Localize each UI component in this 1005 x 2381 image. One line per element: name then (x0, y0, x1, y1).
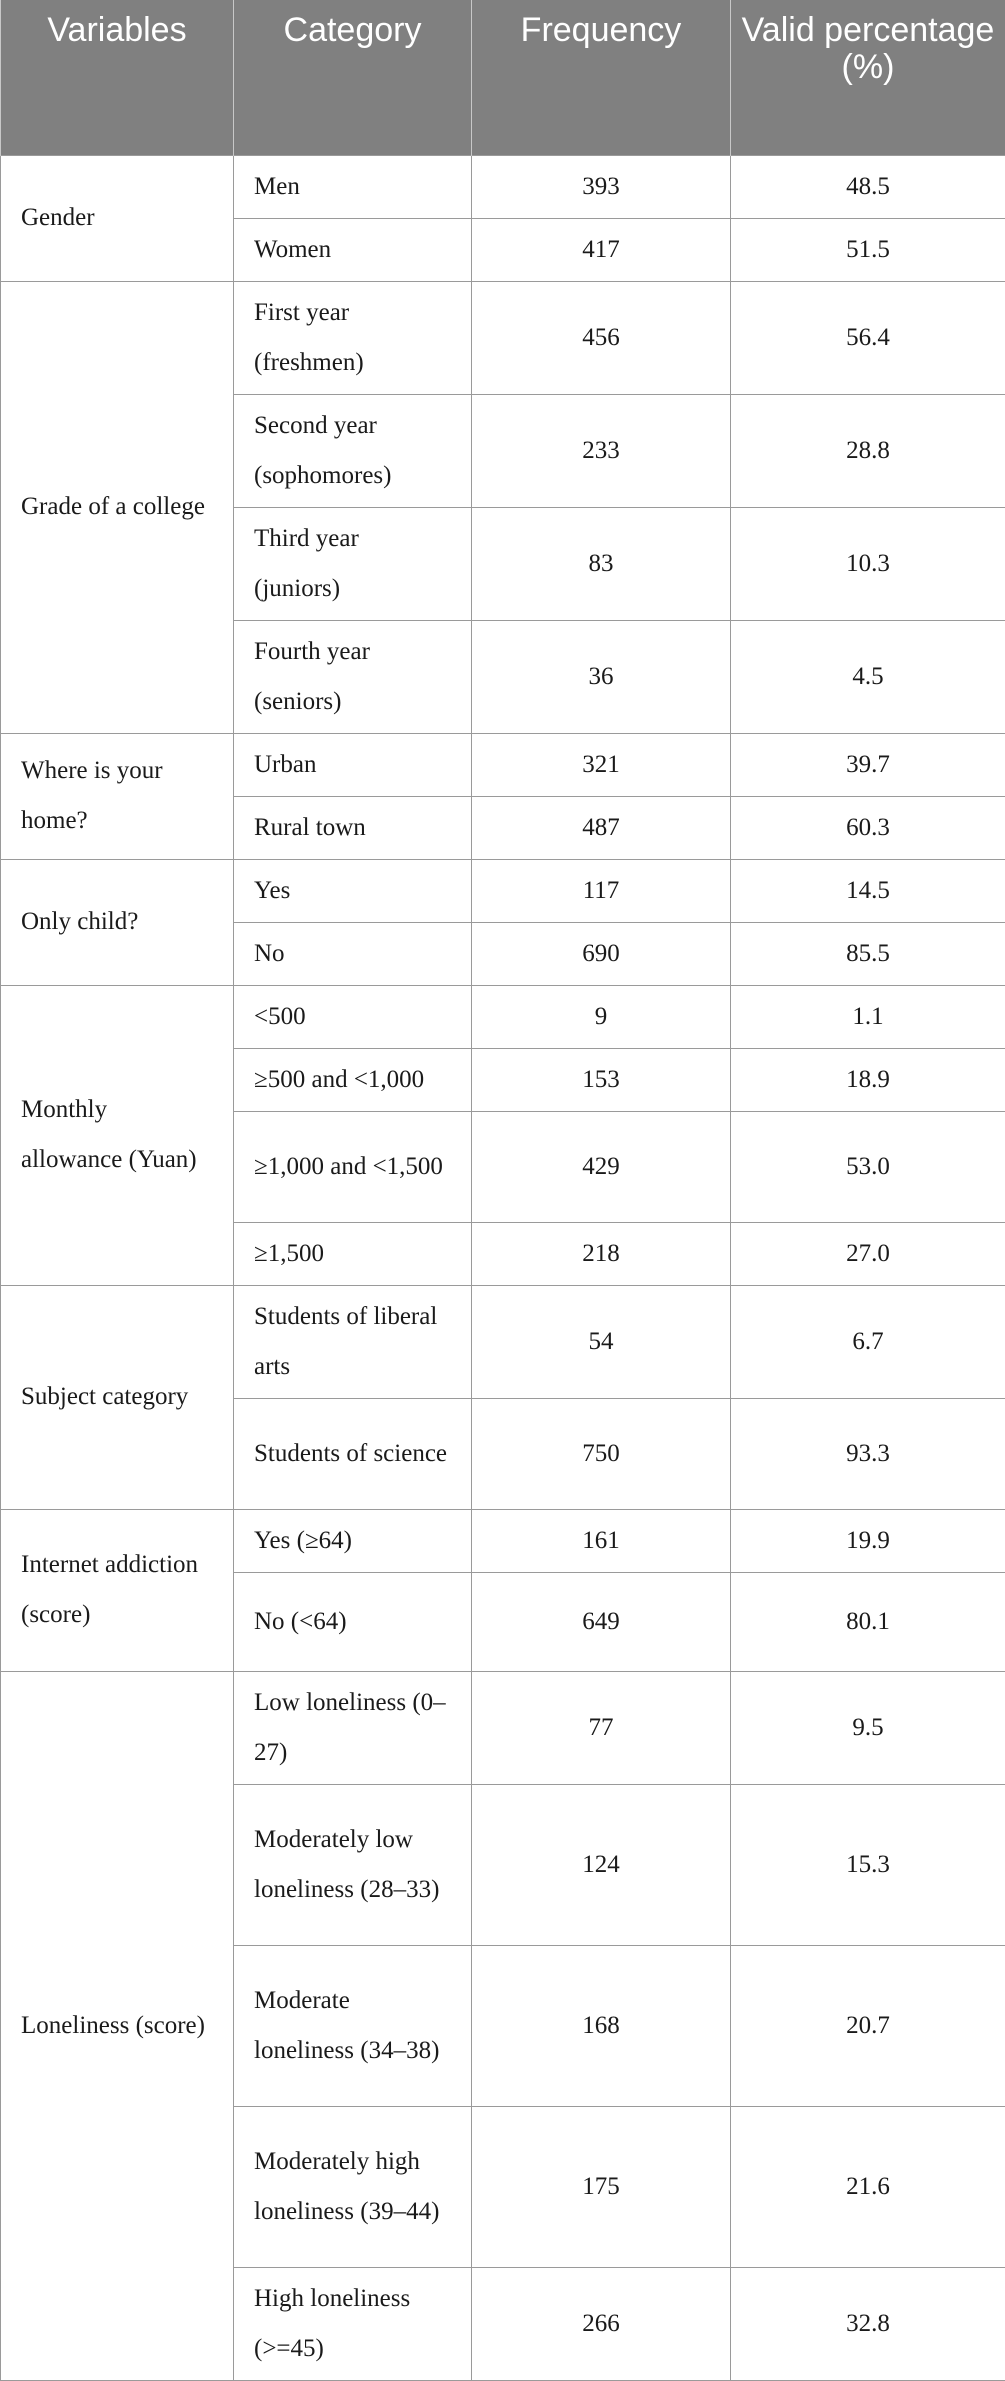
frequency-cell: 54 (472, 1285, 731, 1398)
category-cell: First year (freshmen) (234, 281, 472, 394)
percent-cell: 21.6 (731, 2106, 1005, 2267)
frequency-cell: 124 (472, 1784, 731, 1945)
category-cell: Moderately low loneliness (28–33) (234, 1784, 472, 1945)
frequency-cell: 750 (472, 1398, 731, 1509)
frequency-cell: 649 (472, 1572, 731, 1671)
frequency-cell: 393 (472, 155, 731, 218)
category-cell: No (234, 922, 472, 985)
category-cell: Urban (234, 733, 472, 796)
category-cell: Women (234, 218, 472, 281)
percent-cell: 51.5 (731, 218, 1005, 281)
category-cell: <500 (234, 985, 472, 1048)
frequency-cell: 487 (472, 796, 731, 859)
percent-cell: 32.8 (731, 2267, 1005, 2380)
frequency-cell: 266 (472, 2267, 731, 2380)
category-cell: Fourth year (seniors) (234, 620, 472, 733)
percent-cell: 60.3 (731, 796, 1005, 859)
table-row (1, 281, 1005, 394)
category-cell: High loneliness (>=45) (234, 2267, 472, 2380)
percent-cell: 48.5 (731, 155, 1005, 218)
category-cell: Yes (234, 859, 472, 922)
category-cell: ≥1,000 and <1,500 (234, 1111, 472, 1222)
category-cell: Moderately high loneliness (39–44) (234, 2106, 472, 2267)
category-cell: No (<64) (234, 1572, 472, 1671)
variable-cell: Where is your home? (1, 733, 234, 859)
frequency-cell: 218 (472, 1222, 731, 1285)
percent-cell: 93.3 (731, 1398, 1005, 1509)
table-row (1, 1285, 1005, 1398)
percent-cell: 18.9 (731, 1048, 1005, 1111)
percent-cell: 9.5 (731, 1671, 1005, 1784)
table-row (1, 1671, 1005, 1784)
header-frequency: Frequency (472, 0, 731, 155)
category-cell: ≥500 and <1,000 (234, 1048, 472, 1111)
variable-cell: Grade of a college (1, 281, 234, 733)
table-row (1, 733, 1005, 796)
frequency-cell: 690 (472, 922, 731, 985)
header-category: Category (234, 0, 472, 155)
frequency-cell: 168 (472, 1945, 731, 2106)
percent-cell: 27.0 (731, 1222, 1005, 1285)
header-row (1, 0, 1005, 155)
percent-cell: 19.9 (731, 1509, 1005, 1572)
frequency-cell: 117 (472, 859, 731, 922)
category-cell: Rural town (234, 796, 472, 859)
frequency-cell: 175 (472, 2106, 731, 2267)
table-row (1, 985, 1005, 1048)
category-cell: Low loneliness (0–27) (234, 1671, 472, 1784)
frequency-cell: 9 (472, 985, 731, 1048)
frequency-cell: 417 (472, 218, 731, 281)
category-cell: Men (234, 155, 472, 218)
variable-cell: Internet addiction (score) (1, 1509, 234, 1671)
percent-cell: 4.5 (731, 620, 1005, 733)
percent-cell: 80.1 (731, 1572, 1005, 1671)
frequency-cell: 161 (472, 1509, 731, 1572)
category-cell: Third year (juniors) (234, 507, 472, 620)
percent-cell: 85.5 (731, 922, 1005, 985)
category-cell: Moderate loneliness (34–38) (234, 1945, 472, 2106)
variable-cell: Monthly allowance (Yuan) (1, 985, 234, 1285)
category-cell: Yes (≥64) (234, 1509, 472, 1572)
percent-cell: 20.7 (731, 1945, 1005, 2106)
frequency-cell: 36 (472, 620, 731, 733)
table-row (1, 1509, 1005, 1572)
category-cell: Second year (sophomores) (234, 394, 472, 507)
percent-cell: 10.3 (731, 507, 1005, 620)
frequency-cell: 456 (472, 281, 731, 394)
frequency-cell: 77 (472, 1671, 731, 1784)
category-cell: ≥1,500 (234, 1222, 472, 1285)
percent-cell: 39.7 (731, 733, 1005, 796)
variable-cell: Subject category (1, 1285, 234, 1509)
percent-cell: 6.7 (731, 1285, 1005, 1398)
table-row (1, 859, 1005, 922)
header-variables: Variables (1, 0, 234, 155)
percent-cell: 56.4 (731, 281, 1005, 394)
variable-cell: Only child? (1, 859, 234, 985)
percent-cell: 28.8 (731, 394, 1005, 507)
percent-cell: 14.5 (731, 859, 1005, 922)
percent-cell: 15.3 (731, 1784, 1005, 1945)
table-row (1, 155, 1005, 218)
variable-cell: Gender (1, 155, 234, 281)
category-cell: Students of science (234, 1398, 472, 1509)
frequency-cell: 429 (472, 1111, 731, 1222)
frequency-cell: 233 (472, 394, 731, 507)
header-valid-percentage: Valid percentage (%) (731, 0, 1005, 155)
percent-cell: 1.1 (731, 985, 1005, 1048)
frequency-cell: 83 (472, 507, 731, 620)
variable-cell: Loneliness (score) (1, 1671, 234, 2380)
frequency-cell: 321 (472, 733, 731, 796)
percent-cell: 53.0 (731, 1111, 1005, 1222)
category-cell: Students of liberal arts (234, 1285, 472, 1398)
frequency-cell: 153 (472, 1048, 731, 1111)
